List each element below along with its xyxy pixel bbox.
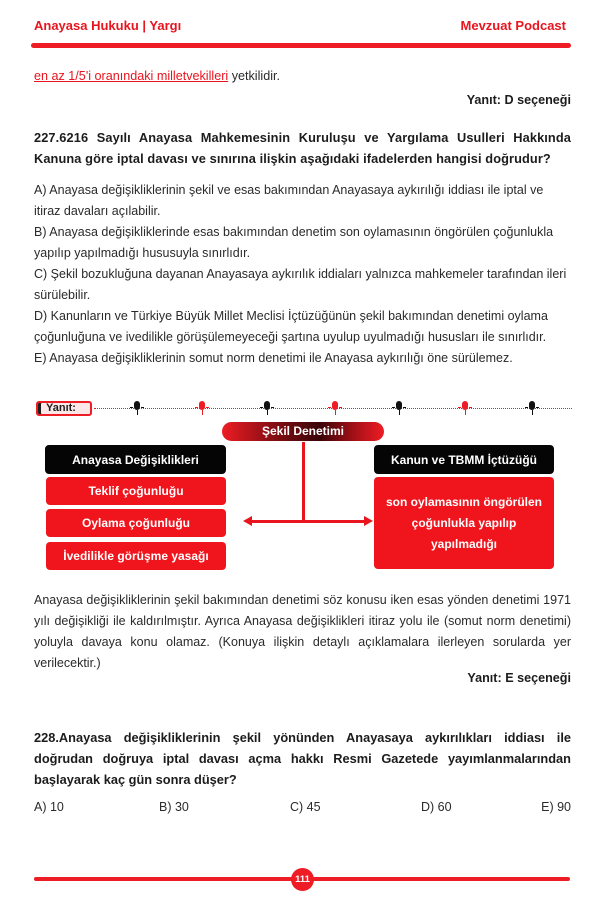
question-228: 228.Anayasa değişikliklerinin şekil yönünden Anayasaya aykırılıkları iddiası ile doğrudan doğruya iptal davası açma hakkı Resmi Gazetede yayımlanmalarından başlayarak kaç gün sonra düşer?: [34, 730, 571, 787]
choice-c: C) 45: [290, 800, 321, 814]
page-number-badge: 111: [291, 868, 314, 891]
microphone-icon: [263, 401, 271, 416]
answer-e: Yanıt: E seçeneği: [467, 671, 571, 685]
diagram-right-header: Kanun ve TBMM İçtüzüğü: [374, 445, 554, 474]
diagram-left-item: Teklif çoğunluğu: [46, 477, 226, 505]
intro-rest-text: yetkilidir.: [228, 69, 280, 83]
diagram-left-header: Anayasa Değişiklikleri: [45, 445, 226, 474]
header-brand: Mevzuat Podcast: [460, 18, 566, 33]
option-a: A) Anayasa değişikliklerinin şekil ve esas bakımından Anayasaya aykırılığı iddiası ile iptal ve itiraz davaları açılabilir.: [34, 183, 544, 218]
diagram-left-item: Oylama çoğunluğu: [46, 509, 226, 537]
choice-a: A) 10: [34, 800, 64, 814]
question-227: 227.6216 Sayılı Anayasa Mahkemesinin Kuruluşu ve Yargılama Usulleri Hakkında Kanuna göre iptal davası ve sınırına ilişkin aşağıdaki ifadelerden hangisi doğrudur?: [34, 130, 571, 166]
diagram-connector-horizontal: [250, 520, 365, 523]
intro-underlined-text: en az 1/5'i oranındaki milletvekilleri: [34, 69, 229, 83]
option-c: C) Şekil bozukluğuna dayanan Anayasaya aykırılık iddiaları yalnızca mahkemeler tarafından ileri sürülebilir.: [34, 267, 567, 302]
microphone-icon: [331, 401, 339, 416]
diagram-left-item: İvedilikle görüşme yasağı: [46, 542, 226, 570]
arrow-right-icon: [364, 516, 373, 526]
microphone-icon: [395, 401, 403, 416]
microphone-icon: [133, 401, 141, 416]
answer-label-box: Yanıt:: [36, 401, 92, 416]
choice-d: D) 60: [421, 800, 452, 814]
diagram-right-item: son oylamasının öngörülen çoğunlukla yapılıp yapılmadığı: [374, 477, 554, 569]
arrow-left-icon: [243, 516, 252, 526]
header-divider: [31, 43, 571, 48]
question-228-choices: [34, 800, 571, 818]
explanation-text: Anayasa değişikliklerinin şekil bakımından denetimi söz konusu iken esas yönden denetimi 1971 yılı değişikliği ile kaldırılmıştır. Ayrıca Anayasa değişiklikleri itiraz yolu ile (somut norm denetimi) yoluyla davaya konu olamaz. (Konuya ilişkin detaylı açıklamalara ilerleyen sorularda yer verilecektir.): [34, 593, 571, 670]
diagram-title-pill: Şekil Denetimi: [222, 422, 384, 441]
choice-e: E) 90: [541, 800, 571, 814]
diagram-connector-vertical: [302, 442, 305, 521]
microphone-icon: [528, 401, 536, 416]
option-e: E) Anayasa değişikliklerinin somut norm denetimi ile Anayasa aykırılığı öne sürülemez.: [34, 351, 513, 365]
intro-line: [34, 66, 571, 87]
microphone-icon: [198, 401, 206, 416]
option-b: B) Anayasa değişikliklerinde esas bakımından denetim son oylamasının öngörülen çoğunlukla yapılıp yapılmadığı hususuyla sınırlıdır.: [34, 225, 554, 260]
answer-strip: [36, 400, 572, 416]
option-d: D) Kanunların ve Türkiye Büyük Millet Meclisi İçtüzüğünün şekil bakımından denetimi oylama çoğunluğuna ve ivedilikle görüşülemeyeceği şartına uyulup uyulmadığı hususları ile sınırlıdır.: [34, 309, 548, 344]
header-section-title: Anayasa Hukuku | Yargı: [34, 18, 182, 33]
question-227-options: [34, 180, 571, 369]
choice-b: B) 30: [159, 800, 189, 814]
microphone-icon: [461, 401, 469, 416]
answer-d: Yanıt: D seçeneği: [466, 93, 571, 107]
